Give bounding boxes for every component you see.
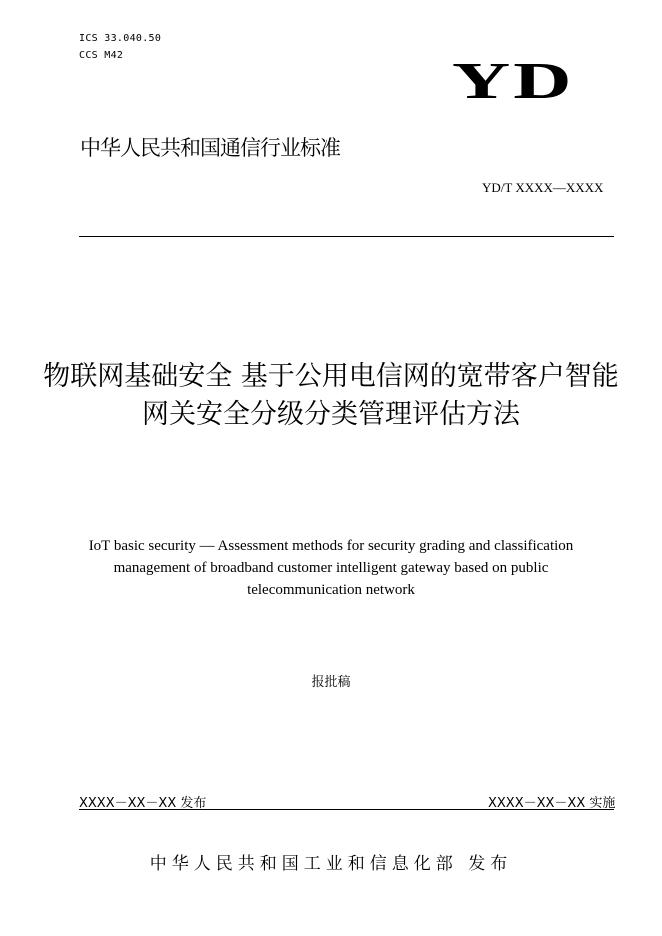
ics-code: ICS 33.040.50 [79, 33, 162, 44]
chinese-title: 物联网基础安全 基于公用电信网的宽带客户智能网关安全分级分类管理评估方法 [43, 361, 619, 430]
implement-date: XXXX－XX－XX 实施 [488, 796, 616, 811]
footer-divider [79, 809, 614, 810]
header-divider [79, 236, 614, 237]
issuing-authority: 中华人民共和国工业和信息化部 发布 [149, 854, 513, 874]
standard-number: YD/T XXXX—XXXX [482, 180, 604, 195]
ccs-code: CCS M42 [79, 50, 124, 61]
english-title: IoT basic security — Assessment methods for security grading and classification management of broadband customer intelligent gateway based on public telecommunication network [88, 538, 574, 598]
publish-date: XXXX－XX－XX 发布 [79, 796, 207, 811]
standard-category: 中华人民共和国通信行业标准 [80, 136, 340, 160]
yd-logo: YD [452, 53, 575, 110]
draft-status: 报批稿 [311, 675, 351, 690]
